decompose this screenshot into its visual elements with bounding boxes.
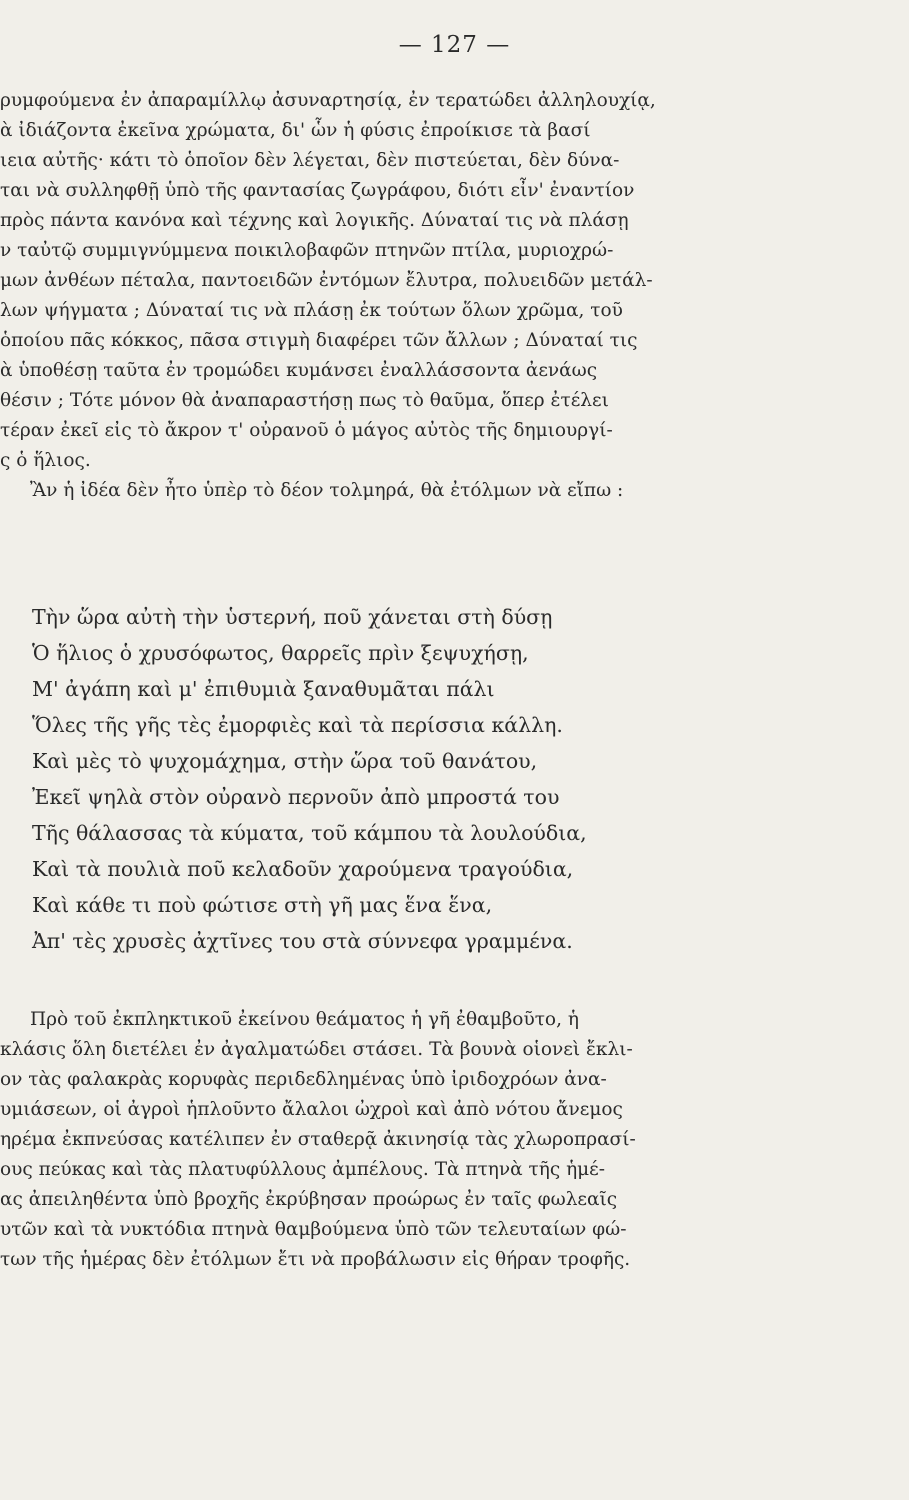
verse-line: Καὶ τὰ πουλιὰ ποῦ κελαδοῦν χαρούμενα τραγούδια,	[32, 857, 574, 881]
text-line: ας ἀπειληθέντα ὑπὸ βροχῆς ἐκρύβησαν προώρως ἐν ταῖς φωλεαῖς	[0, 1189, 618, 1210]
verse-line: Ἐκεῖ ψηλὰ στὸν οὐρανὸ περνοῦν ἀπὸ μπροστά του	[32, 785, 560, 809]
text-line: Ἂν ἡ ἰδέα δὲν ἦτο ὑπὲρ τὸ δέον τολμηρά, θὰ ἐτόλμων νὰ εἴπω :	[30, 480, 624, 501]
text-line: μων ἀνθέων πέταλα, παντοειδῶν ἐντόμων ἔλυτρα, πολυειδῶν μετάλ-	[0, 270, 653, 291]
verse-line: Τὴν ὥρα αὐτὴ τὴν ὑστερνή, ποῦ χάνεται στὴ δύσῃ	[32, 605, 553, 629]
text-line: των τῆς ἡμέρας δὲν ἐτόλμων ἔτι νὰ προβάλωσιν εἰς θήραν τροφῆς.	[0, 1249, 631, 1270]
text-line: Πρὸ τοῦ ἐκπληκτικοῦ ἐκείνου θεάματος ἡ γῆ ἐθαμβοῦτο, ἡ	[30, 1009, 579, 1030]
page-number: — 127 —	[398, 32, 511, 58]
verse-line: Ἀπ' τὲς χρυσὲς ἀχτῖνες του στὰ σύννεφα γραμμένα.	[32, 929, 573, 953]
text-line: ηρέμα ἐκπνεύσας κατέλιπεν ἐν σταθερᾷ ἀκινησίᾳ τὰς χλωροπρασί-	[0, 1129, 636, 1150]
text-line: τέραν ἐκεῖ εἰς τὸ ἄκρον τ' οὐρανοῦ ὁ μάγος αὐτὸς τῆς δημιουργί-	[0, 420, 613, 441]
verse-line: Τῆς θάλασσας τὰ κύματα, τοῦ κάμπου τὰ λουλούδια,	[32, 821, 587, 845]
verse-line: Ὁ ἥλιος ὁ χρυσόφωτος, θαρρεῖς πρὶν ξεψυχήσῃ,	[32, 641, 529, 665]
text-line: πρὸς πάντα κανόνα καὶ τέχνης καὶ λογικῆς. Δύναταί τις νὰ πλάσῃ	[0, 210, 629, 231]
verse-line: Μ' ἀγάπη καὶ μ' ἐπιθυμιὰ ξαναθυμᾶται πάλι	[32, 677, 495, 701]
text-line: ὁποίου πᾶς κόκκος, πᾶσα στιγμὴ διαφέρει τῶν ἄλλων ; Δύναταί τις	[0, 330, 638, 351]
text-line: υμιάσεων, οἱ ἀγροὶ ἡπλοῦντο ἄλαλοι ὠχροὶ καὶ ἀπὸ νότου ἄνεμος	[0, 1099, 623, 1120]
text-line: ὰ ὑποθέσῃ ταῦτα ἐν τρομώδει κυμάνσει ἐναλλάσσοντα ἀενάως	[0, 360, 598, 381]
text-line: ν ταὐτῷ συμμιγνύμμενα ποικιλοβαφῶν πτηνῶν πτίλα, μυριοχρώ-	[0, 240, 614, 261]
text-line: κλάσις ὅλη διετέλει ἐν ἀγαλματώδει στάσει. Τὰ βουνὰ οἱονεὶ ἔκλι-	[0, 1039, 633, 1060]
text-line: θέσιν ; Τότε μόνον θὰ ἀναπαραστήσῃ πως τὸ θαῦμα, ὅπερ ἐτέλει	[0, 390, 609, 411]
text-line: ιεια αὐτῆς· κάτι τὸ ὁποῖον δὲν λέγεται, δὲν πιστεύεται, δὲν δύνα-	[0, 150, 620, 171]
verse-line: Ὅλες τῆς γῆς τὲς ἐμορφιὲς καὶ τὰ περίσσια κάλλη.	[32, 713, 563, 737]
text-line: ους πεύκας καὶ τὰς πλατυφύλλους ἀμπέλους. Τὰ πτηνὰ τῆς ἡμέ-	[0, 1159, 606, 1180]
text-line: ὰ ἰδιάζοντα ἐκεῖνα χρώματα, δι' ὧν ἡ φύσις ἐπροίκισε τὰ βασί	[0, 120, 591, 141]
text-line: ρυμφούμενα ἐν ἀπαραμίλλῳ ἀσυναρτησίᾳ, ἐν τερατώδει ἀλληλουχίᾳ,	[0, 90, 656, 111]
text-line: ς ὁ ἥλιος.	[0, 450, 91, 471]
text-line: λων ψήγματα ; Δύναταί τις νὰ πλάσῃ ἐκ τούτων ὅλων χρῶμα, τοῦ	[0, 300, 623, 321]
text-line: ον τὰς φαλακρὰς κορυφὰς περιδεδλημένας ὑπὸ ἰριδοχρόων ἀνα-	[0, 1069, 607, 1090]
verse-line: Καὶ μὲς τὸ ψυχομάχημα, στὴν ὥρα τοῦ θανάτου,	[32, 749, 538, 773]
text-line: υτῶν καὶ τὰ νυκτόδια πτηνὰ θαμβούμενα ὑπὸ τῶν τελευταίων φώ-	[0, 1219, 627, 1240]
text-line: ται νὰ συλληφθῇ ὑπὸ τῆς φαντασίας ζωγράφου, διότι εἶν' ἐναντίον	[0, 180, 635, 201]
verse-line: Καὶ κάθε τι ποὺ φώτισε στὴ γῆ μας ἕνα ἕνα,	[32, 893, 493, 917]
